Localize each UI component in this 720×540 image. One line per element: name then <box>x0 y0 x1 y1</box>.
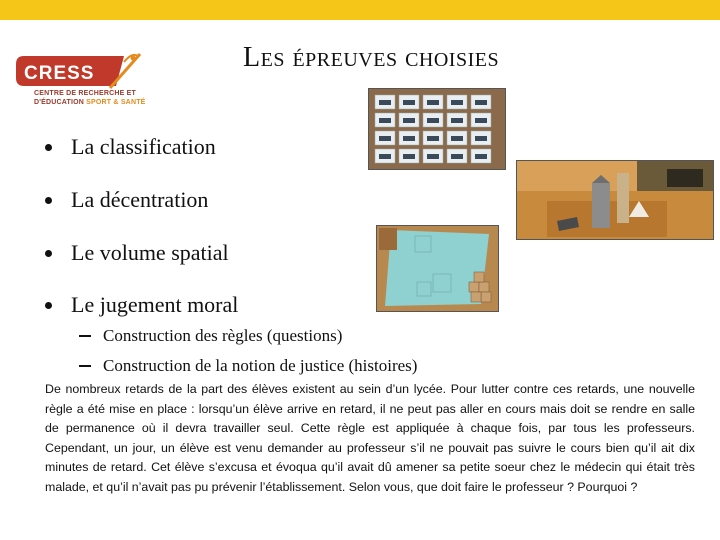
decentration-photo <box>516 160 714 240</box>
bullet-text: Le jugement moral <box>71 292 239 317</box>
bullet-dot-icon <box>45 144 52 151</box>
cress-logo <box>10 30 145 108</box>
sub-item-text: Construction de la notion de justice (histoires) <box>103 356 418 375</box>
slide-title: Les épreuves choisies <box>243 42 500 73</box>
moral-dilemma-paragraph: De nombreux retards de la part des élèves existent au sein d’un lycée. Pour lutter contre ces retards, une nouvelle règle a été mise en place : lorsqu’un élève arrive en retard, il ne peut pas aller en cours mais doit se rendre en salle de permanence où il devra travailler seul. Cette règle est appliquée à chaque fois, par tous les professeurs. Cependant, un jour, un élève est venu demander au professeur s’il ne pouvait pas suivre le cours bien qu’il ait dix minutes de retard. Cet élève s’excusa et évoqua qu’il avait dû amener sa petite soeur chez le médecin qui était très malade, et qu’il n’avait pas pu prévenir l’établissement. Selon vous, que doit faire le professeur ? Pourquoi ? <box>45 382 695 494</box>
bullet-item-volume-spatial <box>45 240 229 266</box>
dash-icon <box>79 335 91 337</box>
logo-caption-accent: SPORT & SANTÉ <box>86 99 146 106</box>
classification-cards-photo <box>368 88 506 170</box>
bullet-item-classification <box>45 134 216 160</box>
bullet-text: La décentration <box>71 187 209 212</box>
cress-logo-mark <box>12 52 142 90</box>
svg-text:CRESS: CRESS <box>24 63 95 84</box>
logo-caption-line-2 <box>34 99 146 106</box>
bullet-item-decentration <box>45 187 208 213</box>
sub-item-construction-regles <box>79 326 342 346</box>
top-accent-bar <box>0 0 720 20</box>
bullet-dot-icon <box>45 197 52 204</box>
sub-item-construction-justice <box>79 356 417 376</box>
bullet-text: Le volume spatial <box>71 240 229 265</box>
spatial-volume-photo <box>376 225 499 312</box>
bullet-dot-icon <box>45 250 52 257</box>
logo-caption-prefix: D'ÉDUCATION <box>34 99 87 106</box>
bullet-item-jugement-moral <box>45 292 238 318</box>
bullet-text: La classification <box>71 134 216 159</box>
logo-caption-line-1: CENTRE DE RECHERCHE ET <box>34 90 137 97</box>
bullet-dot-icon <box>45 302 52 309</box>
dash-icon <box>79 365 91 367</box>
sub-item-text: Construction des règles (questions) <box>103 326 343 345</box>
